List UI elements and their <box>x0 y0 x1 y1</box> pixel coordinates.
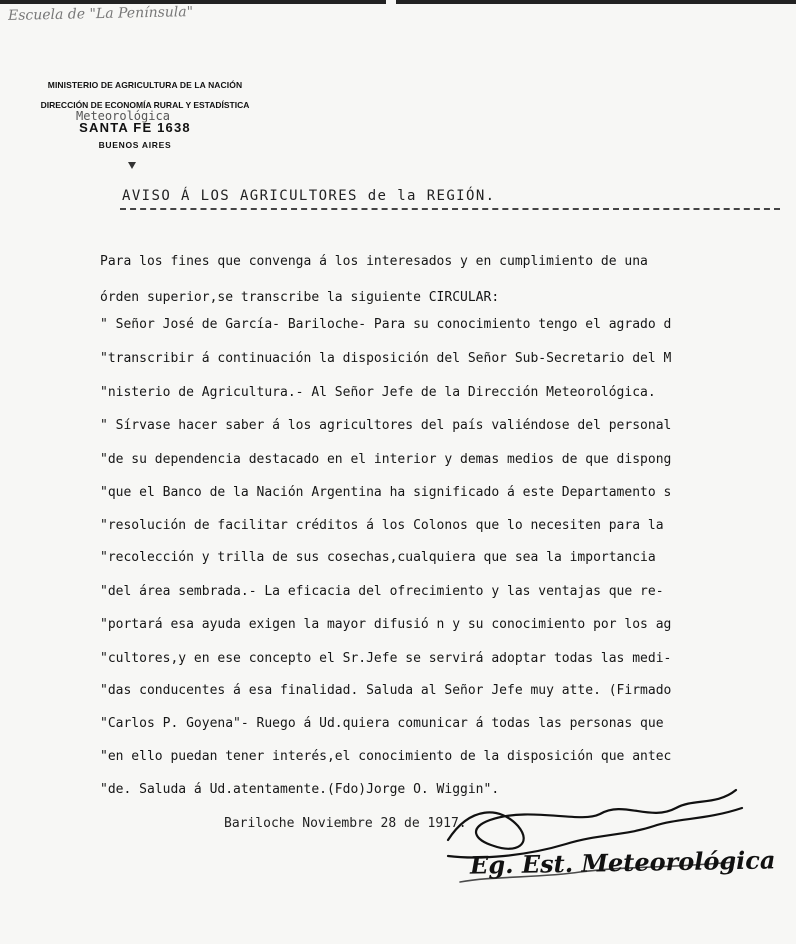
place-date: Bariloche Noviembre 28 de 1917. <box>224 816 467 831</box>
triangle-mark <box>128 162 136 169</box>
top-border <box>0 0 796 4</box>
body-line: "recolección y trilla de sus cosechas,cualquiera que sea la importancia <box>100 550 656 565</box>
body-line: "que el Banco de la Nación Argentina ha significado á este Departamento s <box>100 485 672 500</box>
body-line: Para los fines que convenga á los interesados y en cumplimiento de una <box>100 254 648 269</box>
body-line: "cultores,y en ese concepto el Sr.Jefe se servirá adoptar todas las medi- <box>100 651 672 666</box>
top-notch <box>386 0 396 4</box>
body-line: "en ello puedan tener interés,el conocimiento de la disposición que antec <box>100 749 672 764</box>
body-line: "portará esa ayuda exigen la mayor difusió n y su conocimiento por los ag <box>100 617 672 632</box>
body-line: "del área sembrada.- La eficacia del ofrecimiento y las ventajas que re- <box>100 584 664 599</box>
body-line: "nisterio de Agricultura.- Al Señor Jefe de la Dirección Meteorológica. <box>100 385 656 400</box>
body-line: " Sírvase hacer saber á los agricultores del país valiéndose del personal <box>100 418 672 433</box>
ministry-name: MINISTERIO DE AGRICULTURA DE LA NACIÓN <box>47 80 243 90</box>
body-line: órden superior,se transcribe la siguiente CIRCULAR: <box>100 290 500 305</box>
city: BUENOS AIRES <box>98 140 172 150</box>
body-line: "de. Saluda á Ud.atentamente.(Fdo)Jorge O. Wiggin". <box>100 782 500 797</box>
title-underline <box>120 208 780 210</box>
typed-overlay: Meteorológica <box>76 109 170 123</box>
handwritten-annotation: Escuela de "La Península" <box>7 4 194 24</box>
handwritten-signature <box>430 786 790 916</box>
body-line: "das conducentes á esa finalidad. Saluda al Señor Jefe muy atte. (Firmado <box>100 683 672 698</box>
body-line: "transcribir á continuación la disposición del Señor Sub-Secretario del M <box>100 351 672 366</box>
body-line: "de su dependencia destacado en el interior y demas medios de que dispong <box>100 452 672 467</box>
body-line: "Carlos P. Goyena"- Ruego á Ud.quiera comunicar á todas las personas que <box>100 716 664 731</box>
body-line: " Señor José de García- Bariloche- Para su conocimiento tengo el agrado d <box>100 317 672 332</box>
body-line: "resolución de facilitar créditos á los Colonos que lo necesiten para la <box>100 518 664 533</box>
document-title: AVISO Á LOS AGRICULTORES de la REGIÓN. <box>122 188 496 204</box>
direction-name: DIRECCIÓN DE ECONOMÍA RURAL Y ESTADÍSTICA <box>40 100 250 110</box>
signature-role: Eg. Est. Meteorológica <box>469 845 776 880</box>
address: SANTA FE 1638 <box>79 120 191 135</box>
letterhead <box>30 80 260 172</box>
